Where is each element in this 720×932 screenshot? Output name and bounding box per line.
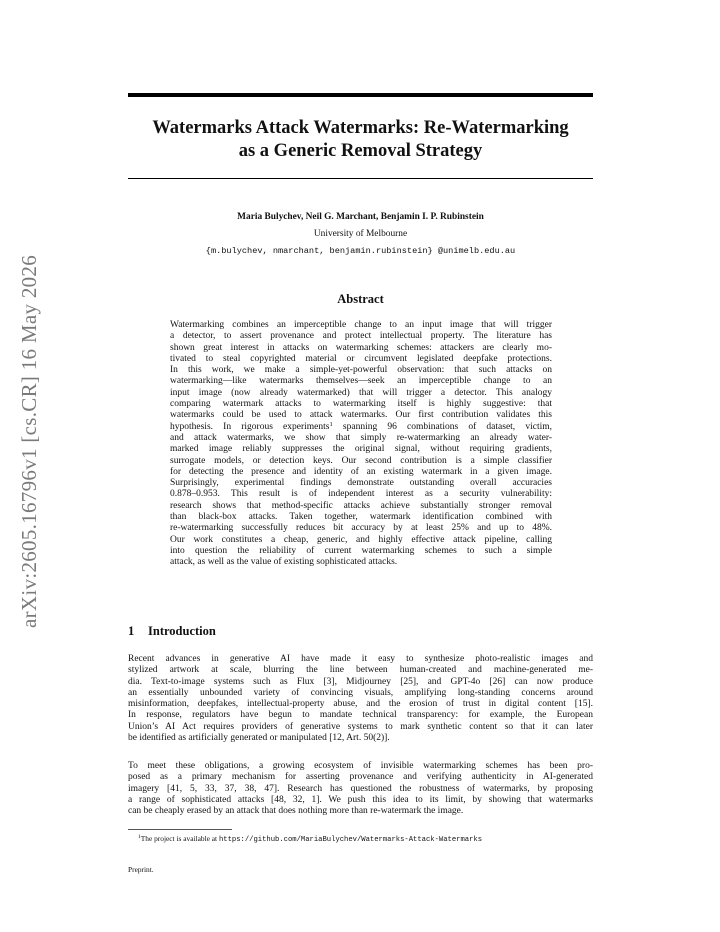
intro-paragraph-2 xyxy=(128,761,593,817)
abstract-line: input image (now already watermarked) that will trigger a detector. This analogy xyxy=(170,387,552,398)
abstract-line: shown great interest in attacks on watermarking schemes: attackers are clearly mo- xyxy=(170,342,552,353)
abstract-line: In this work, we make a simple-yet-powerful observation: that such attacks on xyxy=(170,365,552,376)
abstract-line-head: hypothesis. In rigorous experiments xyxy=(170,421,330,432)
paper-title xyxy=(128,117,593,163)
intro-paragraph-1 xyxy=(128,654,593,744)
title-top-rule xyxy=(128,93,593,97)
author-list: Maria Bulychev, Neil G. Marchant, Benjamin I. P. Rubinstein xyxy=(237,212,484,222)
footnote-marker[interactable]: 1 xyxy=(329,420,333,428)
abstract-heading: Abstract xyxy=(337,292,384,306)
section-title: Introduction xyxy=(148,624,216,638)
title-line: Watermarks Attack Watermarks: Re-Watermarking xyxy=(152,118,569,138)
abstract-line: 0.878–0.953. This result is of independent interest as a security vulnerability: xyxy=(170,489,552,500)
title-bottom-rule xyxy=(128,178,593,179)
abstract-line: than black-box attacks. Taken together, watermark identification combined with xyxy=(170,512,552,523)
abstract-line: re-watermarking successfully reduces bit accuracy by at least 25% and up to 48%. xyxy=(170,523,552,534)
abstract-line: Watermarking combines an imperceptible change to an input image that will trigger xyxy=(170,320,552,330)
abstract-line: marked image reliably suppresses the original signal, without requiring gradients, xyxy=(170,444,552,455)
abstract-line: watermarking—like watermarks themselves—seek an imperceptible change to an xyxy=(170,376,552,387)
abstract-line-tail: spanning 96 combinations of dataset, victim, xyxy=(332,421,552,432)
paragraph-line: To meet these obligations, a growing ecosystem of invisible watermarking schemes has been pro- xyxy=(128,761,593,771)
arxiv-identifier: arXiv:2605.16796v1 [cs.CR] 16 May 2026 xyxy=(17,254,41,628)
abstract-line: tivated to steal copyrighted material or circumvent legislated deepfake protections. xyxy=(170,353,552,364)
paragraph-line: In response, regulators have begun to mandate technical transparency: for example, the European xyxy=(128,710,593,721)
title-line: as a Generic Removal Strategy xyxy=(238,141,483,161)
abstract-line: comparing watermark attacks to watermarking itself is highly suggestive: that xyxy=(170,399,552,410)
paragraph-line: posed as a primary mechanism for asserting provenance and verifying authenticity in AI-generated xyxy=(128,772,593,783)
abstract-line: Our work constitutes a cheap, generic, and highly effective attack pipeline, calling xyxy=(170,534,552,545)
abstract-body xyxy=(170,320,552,569)
paragraph-line: stylized artwork at scale, blurring the line between human-created and machine-generated me- xyxy=(128,665,593,676)
paragraph-line: imagery [41, 5, 33, 37, 38, 47]. Research has questioned the robustness of watermarks, by proposing xyxy=(128,783,593,794)
paragraph-line: be identified as artificially generated or manipulated [12, Art. 50(2)]. xyxy=(128,733,390,744)
project-url-link[interactable]: https://github.com/MariaBulychev/Watermarks-Attack-Watermarks xyxy=(218,836,483,844)
abstract-line-with-footnote xyxy=(170,422,552,433)
affiliation: University of Melbourne xyxy=(313,229,408,239)
author-emails: {m.bulychev, nmarchant, benjamin.rubinstein} @unimelb.edu.au xyxy=(205,246,516,256)
paragraph-line: misinformation, deepfakes, intellectual-property abuse, and the erosion of trust in digital content [15]. xyxy=(128,699,593,710)
footnote-number: 1 xyxy=(138,834,141,840)
footnote-text: The project is available at xyxy=(140,834,219,843)
abstract-line: attack, as well as the value of existing sophisticated attacks. xyxy=(170,557,398,568)
abstract-line: a detector, to assert provenance and protect intellectual property. The literature has xyxy=(170,331,552,342)
paragraph-line: Recent advances in generative AI have made it easy to synthesize photo-realistic images and xyxy=(128,654,593,664)
section-number: 1 xyxy=(128,624,135,638)
abstract-line: watermarks could be used to attack watermarks. Our first contribution validates this xyxy=(170,410,552,421)
paragraph-line: dia. Text-to-image systems such as Flux [3], Midjourney [25], and GPT-4o [26] can now produce xyxy=(128,676,593,687)
abstract-line: for detecting the presence and identity of an existing watermark in a given image. xyxy=(170,466,552,477)
paragraph-line: a range of sophisticated attacks [48, 32, 1]. We push this idea to its limit, by showing that watermarks xyxy=(128,794,593,805)
preprint-label: Preprint. xyxy=(128,865,154,874)
abstract-line: into question the reliability of current watermarking schemes to such a simple xyxy=(170,545,552,556)
paragraph-line: can be cheaply erased by an attack that does nothing more than re-watermark the image. xyxy=(128,806,464,817)
footnote-rule xyxy=(128,829,232,830)
footnote xyxy=(138,834,482,844)
abstract-line: surrogate models, or detection keys. Our second contribution is a simple classifier xyxy=(170,455,552,466)
paragraph-line: an essentially unbounded variety of convincing visuals, amplifying long-standing concerns around xyxy=(128,687,593,698)
abstract-line: research shows that method-specific attacks achieve substantially stronger removal xyxy=(170,500,552,511)
paragraph-line: Union’s AI Act requires providers of generative systems to mark synthetic content so that it can later xyxy=(128,721,593,732)
abstract-line: Surprisingly, experimental findings demonstrate outstanding overall accuracies xyxy=(170,478,552,489)
section-heading xyxy=(128,624,216,639)
abstract-line: and attack watermarks, we show that simply re-watermarking an already water- xyxy=(170,432,552,443)
